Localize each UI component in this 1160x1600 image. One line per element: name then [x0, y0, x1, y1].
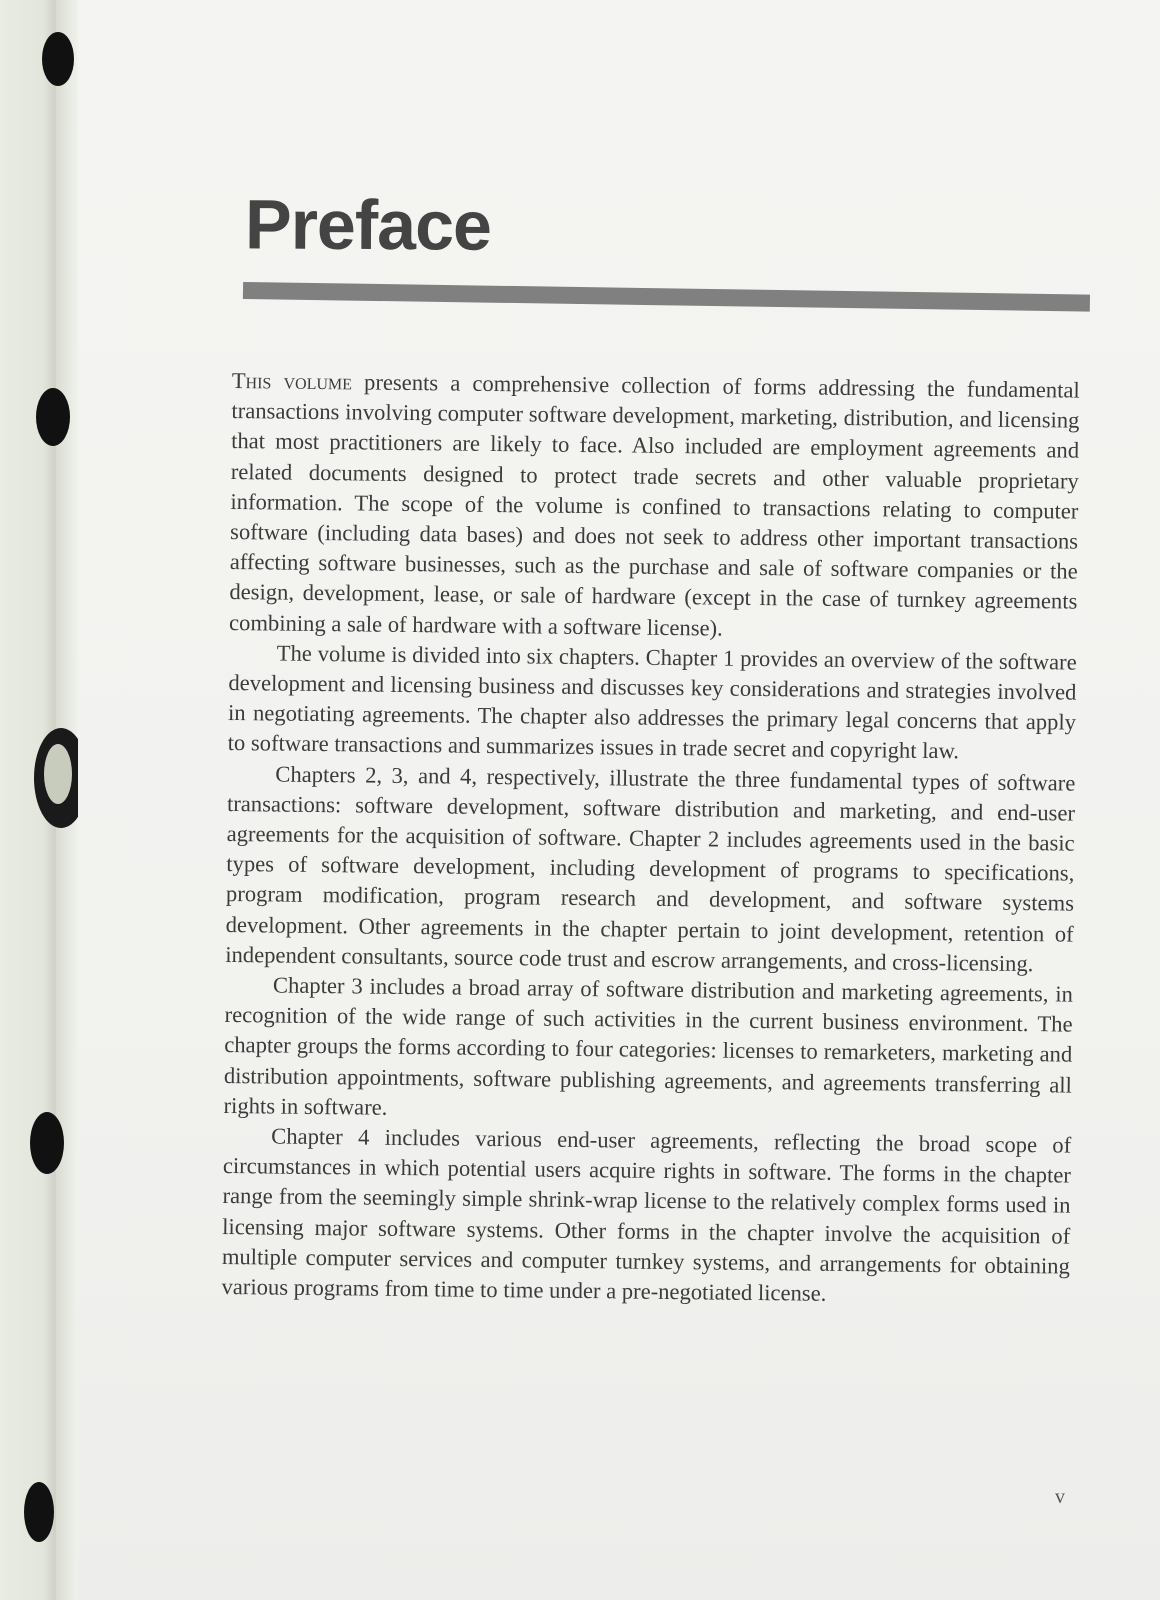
page-number: v [1055, 1486, 1065, 1508]
preface-body [221, 366, 1080, 1312]
paragraph-5: Chapter 4 includes various end-user agreements, reflecting the broad scope of circumstances in which potential users acquire rights in software. The forms in the chapter range from the seemingly simple shrink-wrap license to the relatively complex forms used in licensing major software systems. Other forms in the chapter involve the acquisition of multiple computer services and computer turnkey systems, and arrangements for obtaining various programs from time to time under a pre-negotiated license. [221, 1123, 1072, 1306]
paragraph-2: The volume is divided into six chapters. Chapter 1 provides an overview of the software development and licensing business and discusses key considerations and strategies involved in negotiating agreements. The chapter also addresses the primary legal concerns that apply to software transactions and summarizes issues in trade secret and copyright law. [227, 640, 1077, 764]
binder-hole-3 [30, 1112, 64, 1174]
binder-hole-1 [42, 32, 74, 86]
paragraph-1 [229, 366, 1080, 647]
paragraph-4: Chapter 3 includes a broad array of software distribution and marketing agreements, in recognition of the wide range of such activities in the current business environment. The chapter groups the forms according to four categories: licenses to remarketers, marketing and distribution appointments, software publishing agreements, and agreements transferring all rights in software. [223, 972, 1074, 1120]
binder-hole-4 [24, 1482, 54, 1542]
paragraph-3: Chapters 2, 3, and 4, respectively, illustrate the three fundamental types of software transactions: software development, software distribution and marketing, and end-user agreements for the acquisition of software. Chapter 2 includes agreements used in the basic types of software development, including development of programs to specifications, program modification, program research and development, and software systems development. Other agreements in the chapter pertain to joint development, retention of independent consultants, source code trust and escrow arrangements, and cross-licensing. [225, 761, 1076, 976]
page-title: Preface [244, 185, 492, 265]
paragraph-lead-in: This volume [231, 367, 353, 395]
paragraph-text: presents a comprehensive collection of forms addressing the fundamental transactions involving computer software development, marketing, distribution, and licensing that most practitioners are likely to face. Also included are employment agreements and related documents designed to protect trade secrets and other valuable proprietary information. The scope of the volume is confined to transactions relating to computer software (including data bases) and does not seek to address other important transactions affecting software businesses, such as the purchase and sale of software companies or the design, development, lease, or sale of hardware (except in the case of turnkey agreements combining a sale of hardware with a software license). [228, 369, 1080, 641]
binder-hole-2 [36, 388, 70, 446]
